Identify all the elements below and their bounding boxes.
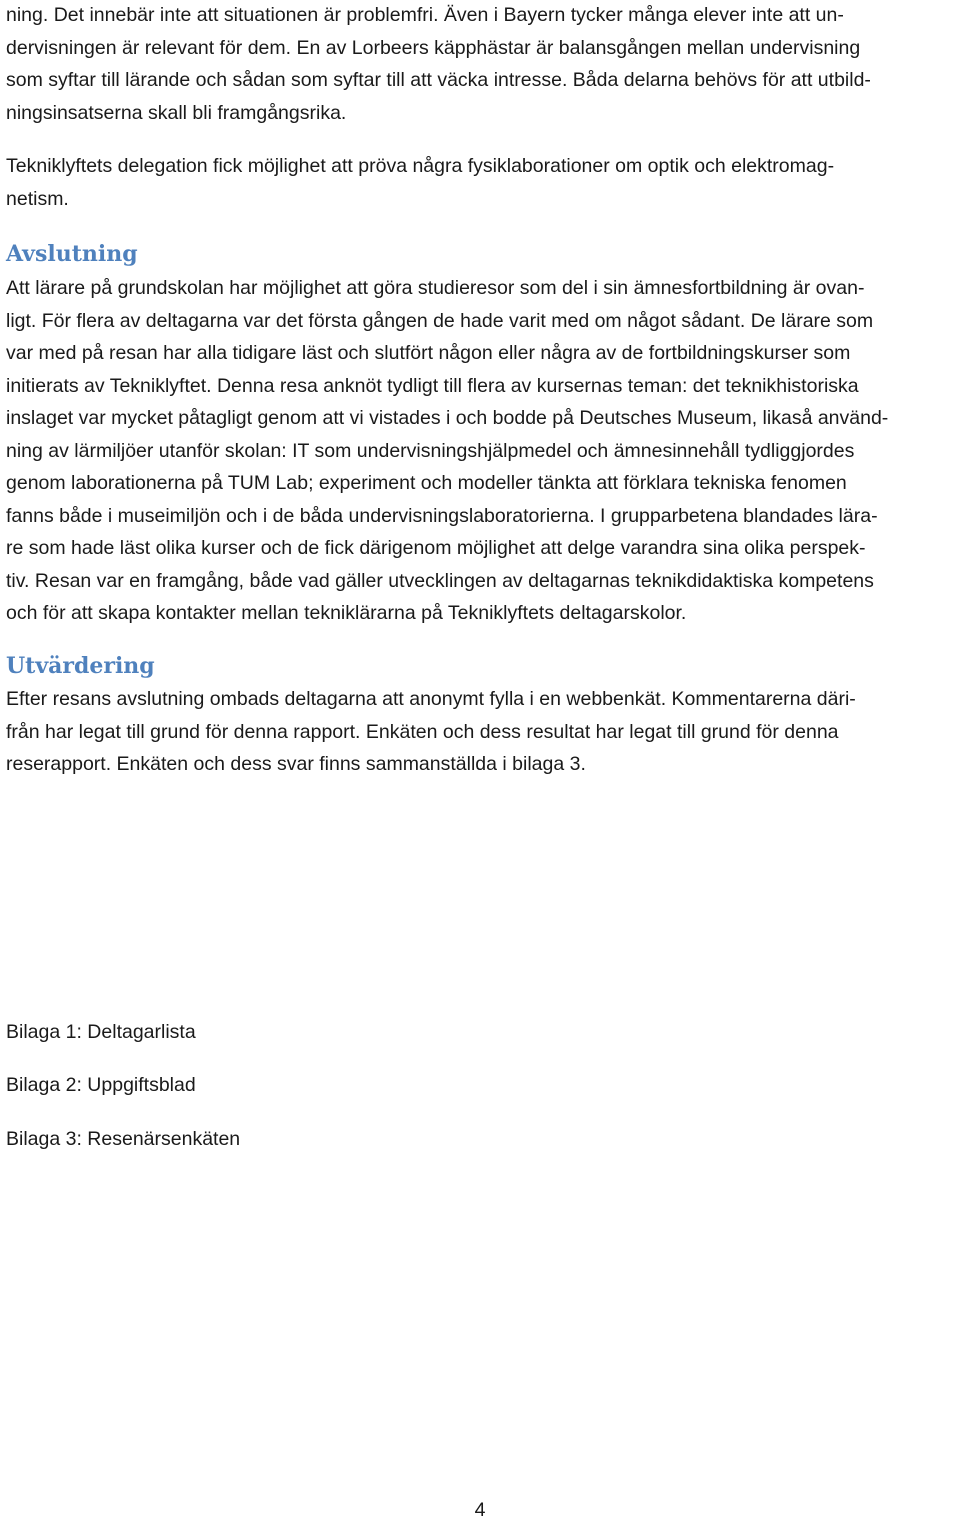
text-line: ning av lärmiljöer utanför skolan: IT som undervisningshjälpmedel och ämnesinnehåll tydliggjordes [6, 439, 855, 462]
text-line: ningsinsatserna skall bli framgångsrika. [6, 101, 347, 124]
paragraph-avslutning [6, 272, 888, 630]
text-line: fanns både i museimiljön och i de båda undervisningslaboratorierna. I grupparbetena blandades lära- [6, 504, 878, 527]
paragraph-delegation [6, 150, 834, 215]
heading-utvardering: Utvärdering [6, 653, 155, 679]
attachment-resenarsenkaten: Bilaga 3: Resenärsenkäten [6, 1128, 241, 1150]
text-line: från har legat till grund för denna rapport. Enkäten och dess resultat har legat till grund för denna [6, 720, 839, 743]
text-line: inslaget var mycket påtagligt genom att vi vistades i och bodde på Deutsches Museum, likaså använd- [6, 407, 889, 429]
attachment-uppgiftsblad: Bilaga 2: Uppgiftsblad [6, 1074, 196, 1096]
text-line: och för att skapa kontakter mellan tekniklärarna på Tekniklyftets deltagarskolor. [6, 602, 687, 624]
text-line: Efter resans avslutning ombads deltagarna att anonymt fylla i en webbenkät. Kommentarerna däri- [6, 688, 856, 710]
heading-avslutning: Avslutning [6, 241, 138, 267]
paragraph-utvardering [6, 683, 856, 781]
text-line: Att lärare på grundskolan har möjlighet att göra studieresor som del i sin ämnesfortbildning är ovan- [6, 277, 865, 299]
text-line: initierats av Tekniklyftet. Denna resa anknöt tydligt till flera av kursernas teman: det teknikhistoriska [6, 374, 859, 397]
text-line: ligt. För flera av deltagarna var det första gången de hade varit med om något sådant. De lärare som [6, 309, 874, 332]
text-line: tiv. Resan var en framgång, både vad gäller utvecklingen av deltagarnas teknikdidaktiska kompetens [6, 569, 874, 592]
text-line: var med på resan har alla tidigare läst och slutfört någon eller några av de fortbildningskurser som [6, 342, 851, 364]
text-line: netism. [6, 187, 69, 210]
attachment-deltagarlista: Bilaga 1: Deltagarlista [6, 1021, 196, 1043]
text-line: ning. Det innebär inte att situationen är problemfri. Även i Bayern tycker många elever inte att un- [6, 4, 844, 26]
text-line: som syftar till lärande och sådan som syftar till att väcka intresse. Båda delarna behövs för att utbild- [6, 69, 871, 91]
paragraph-bayern [6, 0, 871, 129]
text-line: re som hade läst olika kurser och de fick därigenom möjlighet att delge varandra sina olika perspek- [6, 537, 866, 559]
text-line: genom laborationerna på TUM Lab; experiment och modeller tänkta att förklara tekniska fenomen [6, 472, 847, 494]
text-line: Tekniklyftets delegation fick möjlighet att pröva några fysiklaborationer om optik och elektromag- [6, 155, 835, 177]
page-number: 4 [474, 1499, 486, 1521]
text-line: reserapport. Enkäten och dess svar finns sammanställda i bilaga 3. [6, 753, 586, 775]
text-line: dervisningen är relevant för dem. En av Lorbeers käpphästar är balansgången mellan undervisning [6, 36, 861, 59]
